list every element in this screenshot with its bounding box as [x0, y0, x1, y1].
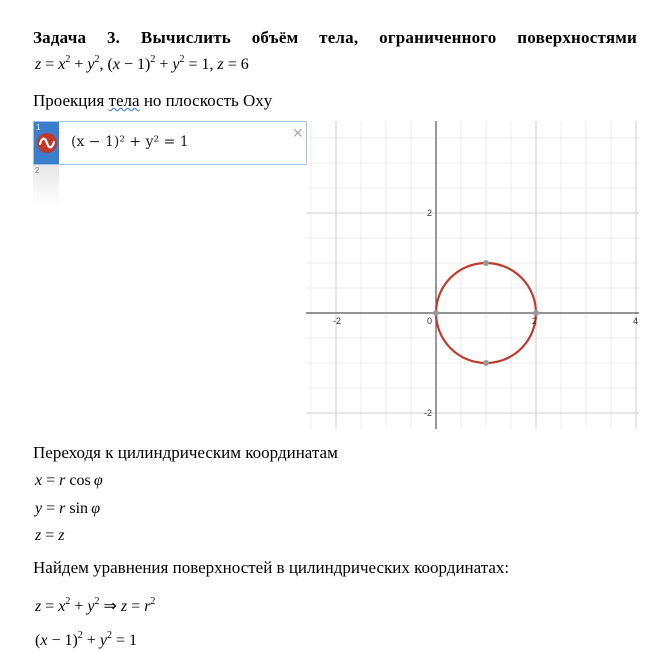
projection-label-end: но плоскость Oxy	[139, 91, 273, 110]
expression-index: 1	[36, 123, 41, 132]
graph-canvas[interactable]	[306, 121, 639, 429]
formula-paraboloid: $z = x^2 + y^2$ ⇒ $z = r^2$	[35, 596, 156, 615]
tick-x-neg2: -2	[333, 316, 342, 326]
tick-y-neg2: -2	[424, 408, 433, 418]
task-title: Задача 3. Вычислить объём тела, ограниченного поверхностями	[33, 28, 637, 47]
surfaces-formula: $z = x^2 + y^2$, $(x - 1)^2 + y^2 = 1$, z = 6	[35, 54, 249, 73]
expression-row-empty[interactable]	[33, 165, 59, 205]
tick-origin: 0	[427, 316, 433, 326]
expression-text[interactable]: (x − 1)² + y² = 1	[71, 134, 189, 150]
find-equations: Найдем уравнения поверхностей в цилиндрических координатах:	[33, 558, 510, 577]
projection-label-start: Проекция	[33, 91, 109, 110]
projection-label-underlined: тела	[108, 91, 140, 110]
expression-row[interactable]	[33, 121, 307, 165]
tick-x-4: 4	[633, 316, 639, 326]
cylindrical-intro: Переходя к цилиндрическим координатам	[33, 443, 338, 462]
tick-y-2: 2	[427, 208, 433, 218]
grid-major	[306, 121, 639, 429]
grid-minor	[306, 121, 639, 429]
point-bottom[interactable]	[483, 360, 489, 366]
formula-cylinder: $(x - 1)^2 + y^2 = 1$	[35, 630, 137, 649]
expression-index-2: 2	[35, 166, 40, 175]
formula-x: x = r cos φ	[35, 472, 103, 489]
projection-label	[33, 91, 272, 111]
desmos-logo-icon[interactable]	[37, 133, 57, 153]
point-origin[interactable]	[433, 310, 439, 316]
tick-x-2: 2	[532, 316, 538, 326]
formula-y: y = r sin φ	[35, 500, 101, 517]
formula-z: z = z	[35, 527, 65, 544]
point-top[interactable]	[483, 260, 489, 266]
close-icon[interactable]: ×	[292, 123, 303, 143]
expression-gutter	[34, 122, 59, 164]
